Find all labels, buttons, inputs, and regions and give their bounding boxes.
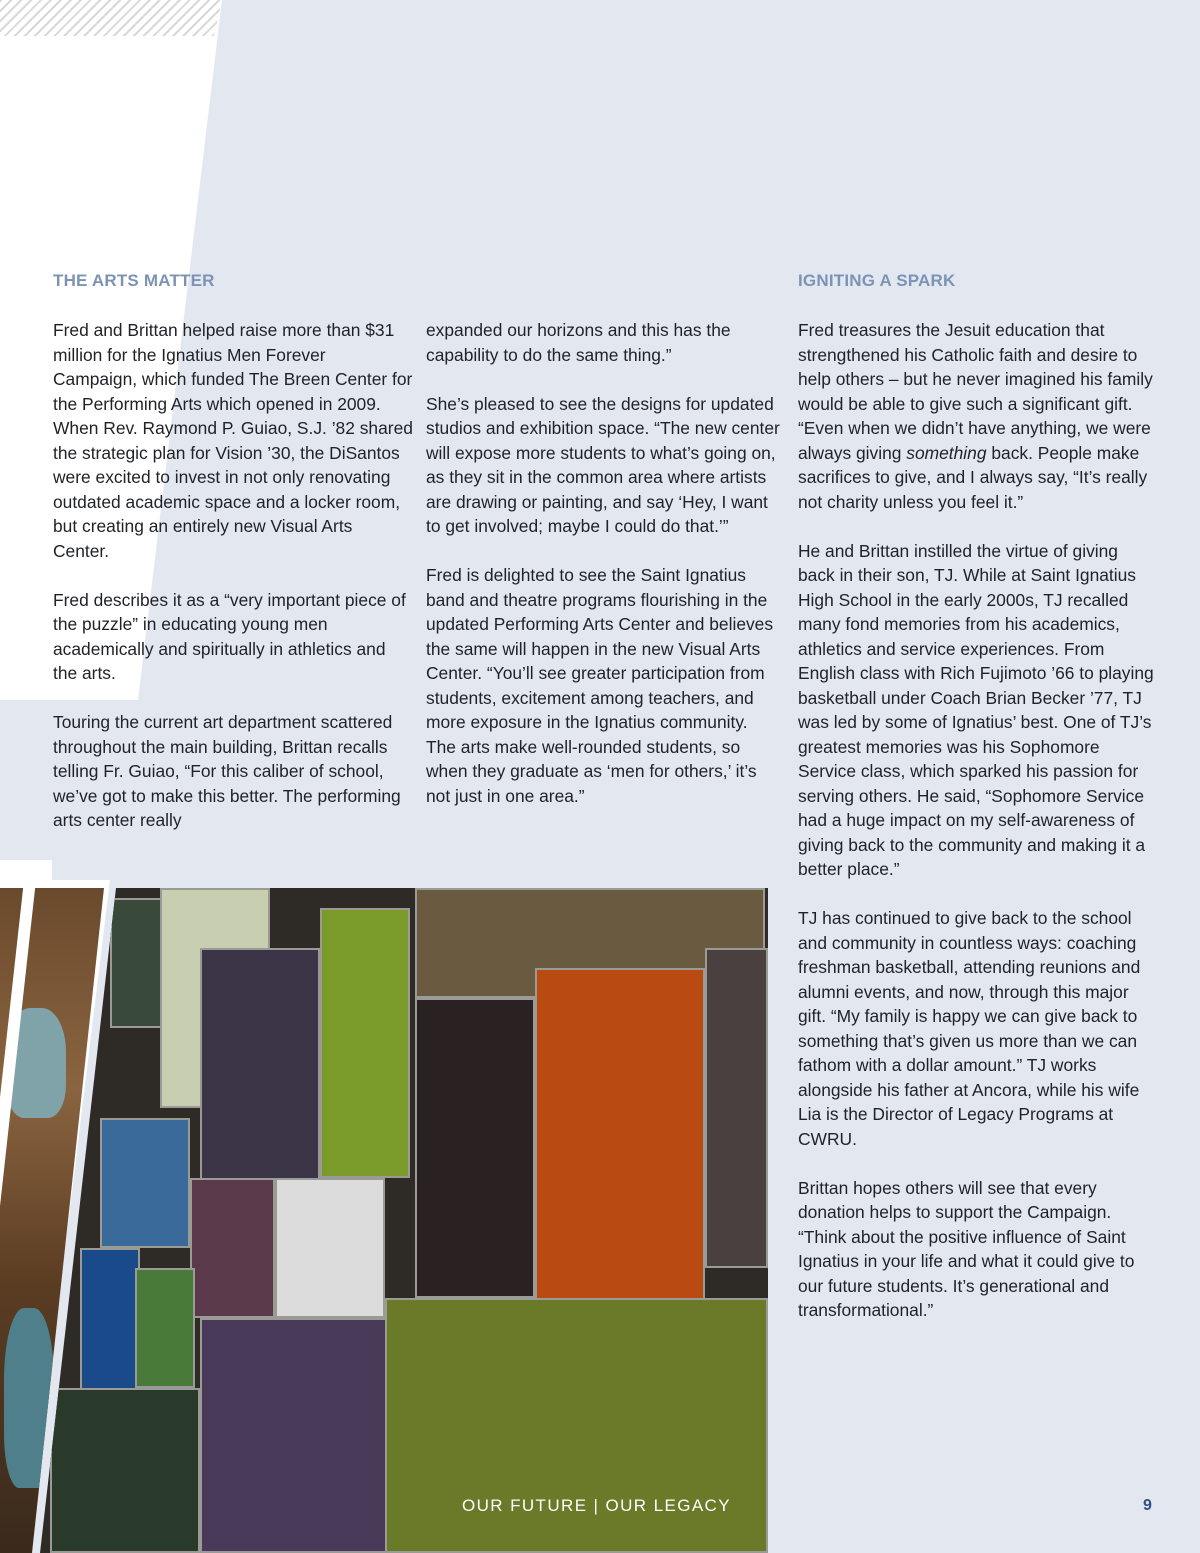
paragraph: Fred is delighted to see the Saint Ignatius band and theatre programs flourishing in the updated Performing Arts Center and believes the same will happen in the new Visual Arts Center. “You’ll see greater participation from students, excitement among teachers, and more exposure in the Ignatius community. The arts make well-rounded students, so when they graduate as ‘men for others,’ it’s not just in one area.”	[426, 565, 774, 806]
art-gallery-photo	[0, 880, 776, 1553]
section-heading-igniting-spark: IGNITING A SPARK	[798, 271, 956, 290]
photo-wall	[40, 888, 768, 1553]
hatch-pattern	[0, 0, 222, 36]
footer-tagline: OUR FUTURE | OUR LEGACY	[462, 1496, 731, 1515]
paragraph: Fred describes it as a “very important piece of the puzzle” in educating young men academically and spiritually in athletics and the arts.	[53, 589, 406, 683]
section-heading-arts-matter: THE ARTS MATTER	[53, 271, 215, 290]
emphasis-text: something	[906, 442, 987, 463]
paragraph: She’s pleased to see the designs for updated studios and exhibition space. “The new center will expose more students to what’s going on, as they sit in the common area where artists are drawing or painting, and say ‘Hey, I want to get involved; maybe I could do that.’”	[426, 393, 780, 536]
text-span: back. People make sacrifices to give, and I always say, “It’s really not charity unless you feel it.”	[798, 442, 1148, 512]
paragraph: Fred and Brittan helped raise more than $31 million for the Ignatius Men Forever Campaign, which funded The Breen Center for the Performing Arts which opened in 2009. When Rev. Raymond P. Guiao, S.J. ’82 shared the strategic plan for Vision ’30, the DiSantos were excited to invest in not only renovating outdated academic space and a locker room, but creating an entirely new Visual Arts Center.	[53, 320, 413, 561]
text-column-1	[53, 318, 413, 857]
page-number: 9	[1143, 1497, 1152, 1514]
paragraph: Touring the current art department scattered throughout the main building, Brittan recalls telling Fr. Guiao, “For this caliber of school, we’ve got to make this better. The performing arts center really	[53, 712, 401, 830]
text-span: Fred treasures the Jesuit education that strengthened his Catholic faith and desire to help others – but he never imagined his family would be able to give such a significant gift. “Even when we didn’t have anything, we were always giving	[798, 320, 1153, 463]
text-column-2	[426, 318, 781, 833]
paragraph: Brittan hopes others will see that every donation helps to support the Campaign. “Think about the positive influence of Saint Ignatius in your life and what it could give to our future students. It’s generational and transformational.”	[798, 1177, 1135, 1320]
paragraph: TJ has continued to give back to the school and community in countless ways: coaching freshman basketball, attending reunions and alumni events, and now, through this major gift. “My family is happy we can give back to something that’s given us more than we can fathom with a dollar amount.” TJ works alongside his father at Ancora, while his wife Lia is the Director of Legacy Programs at CWRU.	[798, 908, 1141, 1149]
text-column-3	[798, 318, 1158, 1347]
paragraph: He and Brittan instilled the virtue of giving back in their son, TJ. While at Saint Ignatius High School in the early 2000s, TJ recalled many fond memories from his academics, athletics and service experiences. From English class with Rich Fujimoto ’66 to playing basketball under Coach Brian Becker ’77, TJ was led by some of Ignatius’ best. One of TJ’s greatest memories was his Sophomore Service class, which sparked his passion for serving others. He said, “Sophomore Service had a huge impact on my self-awareness of giving back to the community and making it a better place.”	[798, 540, 1154, 879]
paragraph	[798, 318, 1158, 514]
paragraph: expanded our horizons and this has the capability to do the same thing.”	[426, 320, 731, 365]
